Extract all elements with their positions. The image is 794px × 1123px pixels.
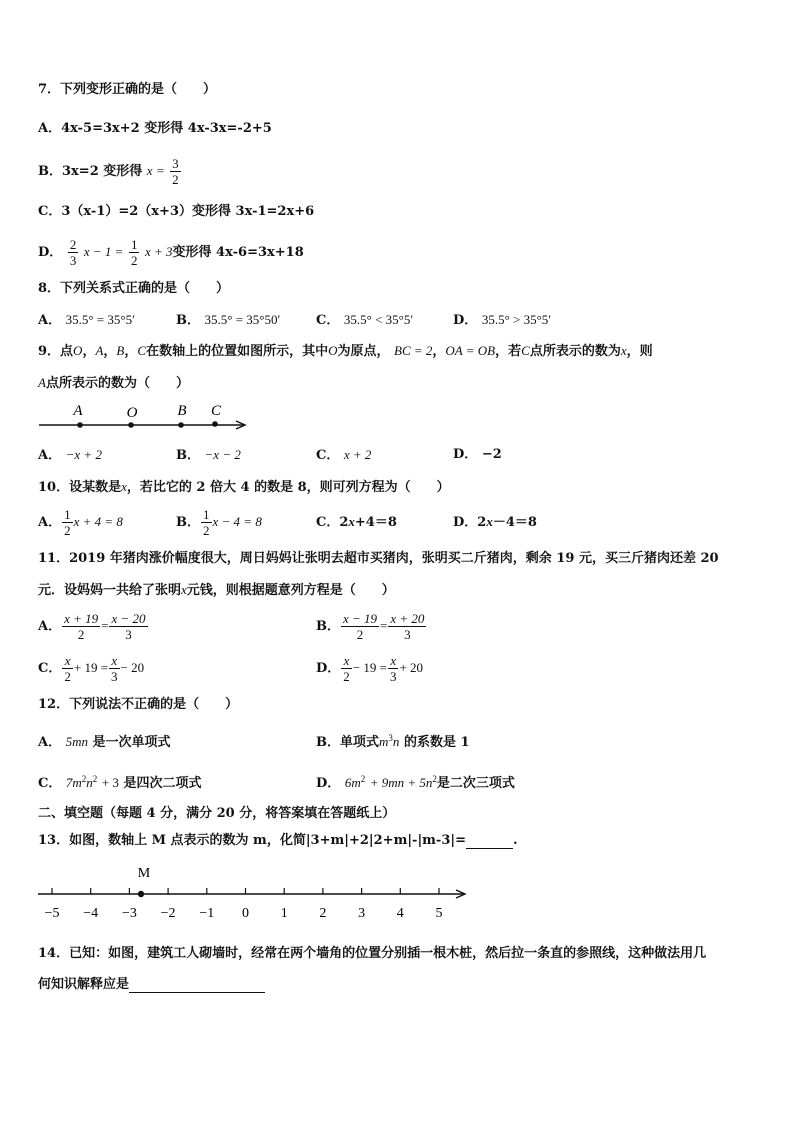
- tick-label: −5: [44, 906, 60, 921]
- fraction: $\frac{x - 20}{3}$: [111, 611, 146, 642]
- label-b: B: [177, 403, 187, 419]
- q8-option-c: [316, 312, 413, 329]
- q7-option-c: [38, 204, 314, 220]
- option-label: B．: [176, 313, 200, 328]
- point-m: [138, 891, 144, 897]
- point-a: [77, 422, 83, 428]
- option-label: A．: [38, 121, 62, 136]
- q10-stem: 10．设某数是x，若比它的 2 倍大 4 的数是 8，则可列方程为（ ）: [38, 479, 450, 495]
- label-o: O: [126, 405, 138, 421]
- fraction: $\frac{x + 20}{3}$: [390, 611, 425, 642]
- q7-option-d: [38, 235, 304, 270]
- tick-label: 1: [280, 906, 288, 921]
- fraction: $\frac{x}{2}$: [64, 653, 71, 684]
- fraction: $\frac{x}{3}$: [389, 653, 397, 684]
- label-a: A: [73, 403, 83, 419]
- point-c: [212, 421, 218, 427]
- point-b: [178, 422, 184, 428]
- q12-option-b: B．单项式$m^3n$ 的系数是 1: [316, 733, 470, 750]
- option-label: C．: [316, 313, 340, 328]
- fraction: $\frac{x}{3}$: [111, 653, 118, 684]
- option-text: 4x-5=3x+2 变形得 4x-3x=-2+5: [61, 121, 272, 136]
- option-text: 3x=2 变形得: [62, 164, 143, 179]
- q13-stem: 13．如图，数轴上 M 点表示的数为 m，化简|3+m|+2|2+m|-|m-3|= .: [38, 833, 518, 848]
- q10-option-d: D．2x－4＝8: [453, 514, 537, 530]
- q9-option-c: C． x + 2: [316, 447, 372, 463]
- fraction: $\frac{1}{2}$: [203, 507, 210, 538]
- q14-stem-line2: 何知识解释应是: [38, 977, 265, 993]
- q11-option-c: C． $\frac{x}{2}$ + 19 = $\frac{x}{3}$ − 20: [38, 653, 145, 684]
- tick-label: −2: [160, 906, 176, 921]
- q7-option-b: [38, 154, 182, 189]
- q7-option-a: [38, 121, 272, 137]
- fraction: $\frac{x}{2}$: [343, 653, 350, 684]
- section-heading: 二、填空题（每题 4 分，满分 20 分，将答案填在答题纸上）: [38, 806, 396, 821]
- q8-option-d: [453, 312, 551, 329]
- fraction: $\frac{1}{2}$: [130, 237, 138, 268]
- fraction: $\frac{2}{3}$: [69, 237, 77, 268]
- tick-label: 3: [358, 906, 366, 921]
- tick-label: 5: [435, 906, 443, 921]
- answer-blank[interactable]: [129, 992, 265, 993]
- q11-stem-line2: 元．设妈妈一共给了张明x元钱，则根据题意列方程是（ ）: [38, 582, 395, 598]
- option-math: 35.5° < 35°5′: [343, 312, 414, 327]
- q10-option-c: C．2x+4＝8: [316, 514, 397, 530]
- option-math: 35.5° > 35°5′: [481, 312, 552, 327]
- option-text: 变形得 4x-6=3x+18: [172, 245, 304, 260]
- fraction: $\frac{x - 19}{2}$: [343, 611, 378, 642]
- math-expr: x − 1 =: [83, 244, 124, 259]
- option-label: C．: [38, 204, 62, 219]
- q11-option-a: A． $\frac{x + 19}{2}$ = $\frac{x - 20}{3}$: [38, 611, 146, 642]
- q9-number-line: [36, 398, 252, 434]
- option-math: 35.5° = 35°5′: [65, 312, 135, 327]
- option-label: A．: [38, 313, 62, 328]
- option-label: B．: [38, 164, 62, 179]
- tick-label: −1: [199, 906, 215, 921]
- q12-option-a: A． 5mn 是一次单项式: [38, 734, 171, 750]
- q12-option-c: C． $7m^2n^2 + 3$ 是四次二项式: [38, 774, 202, 791]
- tick-label: 4: [396, 906, 404, 921]
- q9-stem-line2: A点所表示的数为（ ）: [38, 375, 189, 391]
- label-c: C: [210, 403, 222, 419]
- math-expr: x =: [146, 163, 165, 178]
- q9-option-a: A． −x + 2: [38, 447, 102, 463]
- math-expr: x + 3: [144, 244, 173, 259]
- q9-stem-line1: 9．点O，A，B，C在数轴上的位置如图所示，其中O为原点， BC = 2，OA = OB，若C点所表示的数为x，则: [38, 343, 653, 359]
- q8-stem: 8．下列关系式正确的是（ ）: [38, 281, 230, 296]
- fraction: $\frac{1}{2}$: [64, 507, 71, 538]
- tick-label: −4: [83, 906, 99, 921]
- fraction: $\frac{x + 19}{2}$: [64, 611, 99, 642]
- q8-option-a: [38, 312, 135, 329]
- q9-option-d: D． −2: [453, 447, 502, 462]
- fraction: $\frac{3}{2}$: [172, 156, 179, 187]
- q10-option-a: A． $\frac{1}{2}$ x + 4 = 8: [38, 507, 123, 538]
- q11-option-b: B． $\frac{x - 19}{2}$ = $\frac{x + 20}{3}$: [316, 611, 425, 642]
- q7-stem: 7．下列变形正确的是（ ）: [38, 82, 217, 97]
- option-math: 35.5° = 35°50′: [204, 312, 281, 327]
- q12-stem: 12．下列说法不正确的是（ ）: [38, 697, 239, 712]
- tick-group: [45, 888, 443, 921]
- q13-number-line: [36, 862, 470, 924]
- q14-stem-line1: 14．已知：如图，建筑工人砌墙时，经常在两个墙角的位置分别插一根木桩，然后拉一条直的参照线，这种做法用几: [38, 946, 707, 961]
- tick-label: −3: [121, 906, 137, 921]
- label-m: M: [137, 866, 151, 881]
- option-text: 3（x-1）=2（x+3）变形得 3x-1=2x+6: [61, 204, 315, 219]
- answer-blank[interactable]: [466, 848, 513, 849]
- q10-option-b: B． $\frac{1}{2}$ x − 4 = 8: [176, 507, 262, 538]
- q12-option-d: D． $6m^2 + 9mn + 5n^2$是二次三项式: [316, 774, 515, 791]
- q9-option-b: B． −x − 2: [176, 447, 241, 463]
- q11-option-d: D． $\frac{x}{2}$ − 19 = $\frac{x}{3}$ + 20: [316, 653, 424, 684]
- option-label: D．: [453, 313, 478, 328]
- point-o: [128, 422, 134, 428]
- tick-label: 2: [319, 906, 327, 921]
- q11-stem-line1: 11．2019 年猪肉涨价幅度很大，周日妈妈让张明去超市买猪肉，张明买二斤猪肉，剩余 19 元，买三斤猪肉还差 20: [38, 551, 719, 566]
- tick-label: 0: [242, 906, 249, 921]
- option-label: D．: [38, 245, 63, 260]
- q8-option-b: [176, 312, 280, 329]
